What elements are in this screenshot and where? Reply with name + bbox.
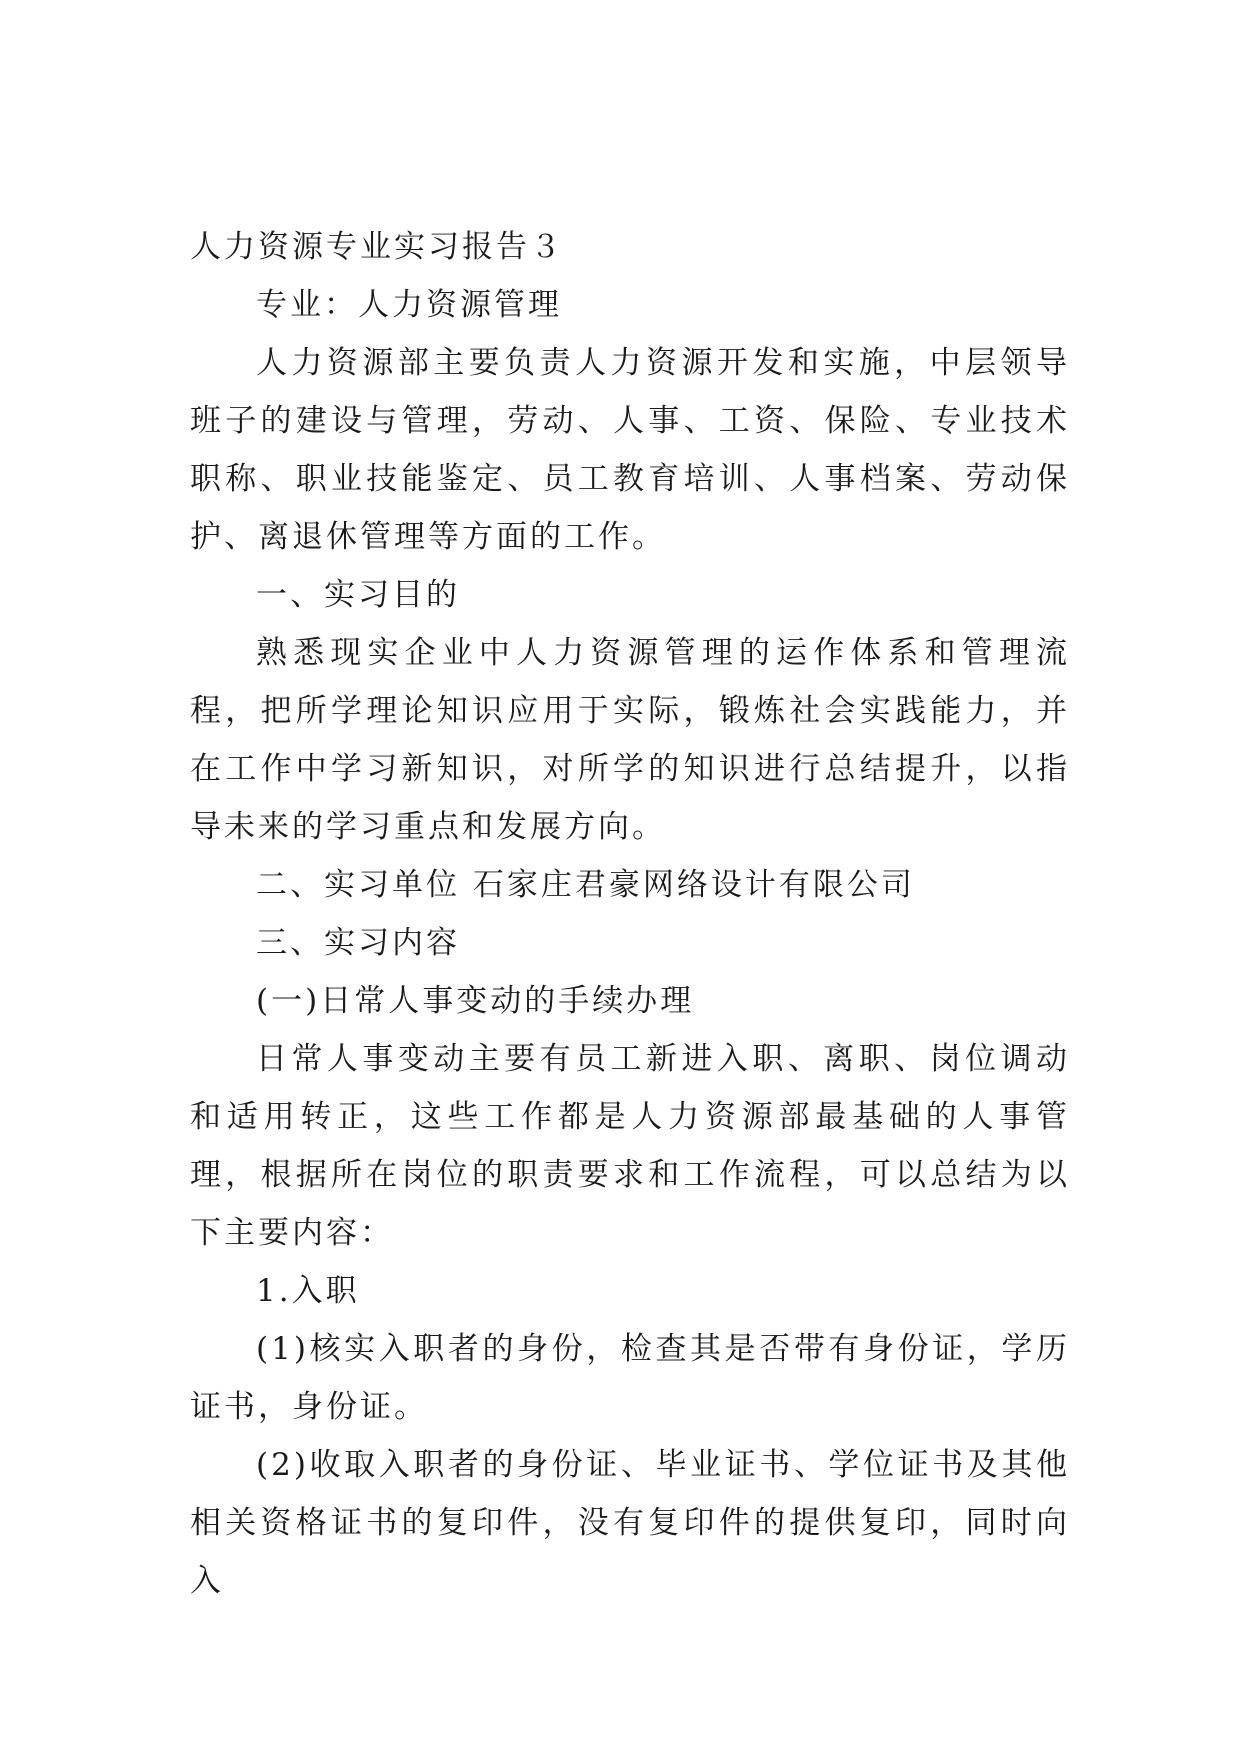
paragraph-internship-purpose: 熟悉现实企业中人力资源管理的运作体系和管理流程，把所学理论知识应用于实际，锻炼社会实践能力，并在工作中学习新知识，对所学的知识进行总结提升，以指导未来的学习重点和发展方向。	[190, 635, 1070, 845]
heading-internship-unit: 二、实习单位 石家庄君豪网络设计有限公司	[256, 867, 915, 903]
heading-internship-purpose: 一、实习目的	[256, 577, 460, 613]
item-onboarding: 1.入职	[256, 1273, 360, 1309]
item-onboarding-step-2: (2)收取入职者的身份证、毕业证书、学位证书及其他相关资格证书的复印件，没有复印件的提供复印，同时向入	[190, 1447, 1070, 1599]
paragraph-personnel-changes: 日常人事变动主要有员工新进入职、离职、岗位调动和适用转正，这些工作都是人力资源部最基础的人事管理，根据所在岗位的职责要求和工作流程，可以总结为以下主要内容：	[190, 1041, 1070, 1251]
heading-internship-content: 三、实习内容	[256, 925, 460, 961]
paragraph-major: 专业：人力资源管理	[256, 287, 562, 323]
document-title: 人力资源专业实习报告３	[190, 229, 564, 265]
paragraph-hr-duties: 人力资源部主要负责人力资源开发和实施，中层领导班子的建设与管理，劳动、人事、工资、保险、专业技术职称、职业技能鉴定、员工教育培训、人事档案、劳动保护、离退休管理等方面的工作。	[190, 345, 1070, 555]
document-body	[190, 218, 1070, 1610]
item-onboarding-step-1: (1)核实入职者的身份，检查其是否带有身份证，学历证书，身份证。	[190, 1331, 1070, 1425]
subheading-personnel-changes: (一)日常人事变动的手续办理	[256, 983, 695, 1019]
